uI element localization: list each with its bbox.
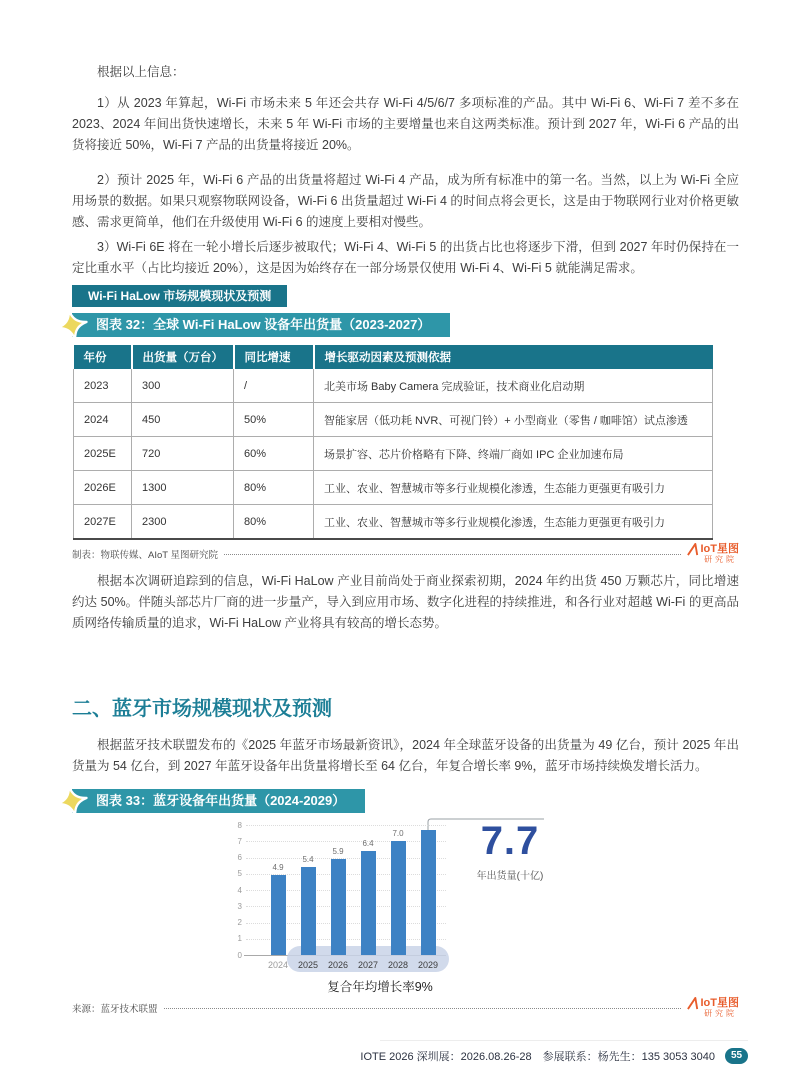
dotted-divider <box>164 1007 681 1009</box>
bar-value-label: 6.4 <box>362 839 374 848</box>
bar-value-label: 5.9 <box>332 847 344 857</box>
table-cell: 1300 <box>132 471 234 505</box>
cagr-caption: 复合年均增长率9% <box>327 980 433 994</box>
aiot-logo <box>687 997 740 1019</box>
figure-33-caption-bar <box>72 789 365 813</box>
y-axis-tick: 8 <box>237 820 242 830</box>
y-axis-tick: 0 <box>237 950 242 960</box>
table-body <box>74 369 713 539</box>
y-axis-tick: 7 <box>237 836 242 846</box>
table-cell: 工业、农业、智慧城市等多行业规模化渗透，生态能力更强更有吸引力 <box>314 471 713 505</box>
x-axis-tick: 2024 <box>267 960 289 970</box>
callout-value-label: 年出货量(十亿) <box>476 871 544 882</box>
table-cell: 50% <box>234 403 314 437</box>
page-number-badge: 55 <box>725 1048 748 1064</box>
table-cell: 2024 <box>74 403 132 437</box>
table-row <box>74 471 713 505</box>
table-cell: 450 <box>132 403 234 437</box>
bar-2024 <box>271 875 286 955</box>
logo-sub-text: 研究院 <box>704 555 737 564</box>
bluetooth-paragraph: 根据蓝牙技术联盟发布的《2025 年蓝牙市场最新资讯》，2024 年全球蓝牙设备的出货量为 49 亿台，预计 2025 年出货量为 54 亿台，到 2027 年蓝牙设备年出货量将增长至 64 亿台，年复合增长率 9%，蓝牙市场持续焕发增长活力。 <box>72 738 739 773</box>
table-row <box>74 403 713 437</box>
table-row <box>74 369 713 403</box>
halow-analysis-paragraph: 根据本次调研追踪到的信息，Wi-Fi HaLow 产业目前尚处于商业探索初期，2024 年约出货 450 万颗芯片，同比增速约达 50%。伴随头部芯片厂商的进一步量产，导入到应用市场、数字化进程的持续推进，和各行业对超越 Wi-Fi 的更高品质网络传输质量的追求，Wi-Fi HaLow 产业将具有较高的增长态势。 <box>72 574 739 630</box>
aiot-logo <box>687 543 740 565</box>
halow-forecast-table <box>73 345 713 540</box>
figure-32-caption-bar <box>72 313 450 337</box>
y-axis-tick: 3 <box>237 901 242 911</box>
bluetooth-section-heading: 二、蓝牙市场规模现状及预测 <box>72 698 332 720</box>
table-cell: / <box>234 369 314 403</box>
bluetooth-shipments-bar-chart <box>230 815 570 1000</box>
table-cell: 2025E <box>74 437 132 471</box>
bar-2027 <box>361 851 376 955</box>
table-row <box>74 505 713 540</box>
x-axis-tick: 2028 <box>387 960 409 970</box>
table-cell: 工业、农业、智慧城市等多行业规模化渗透，生态能力更强更有吸引力 <box>314 505 713 540</box>
table-header-cell: 年份 <box>74 345 132 369</box>
table-cell: 2026E <box>74 471 132 505</box>
table-cell: 80% <box>234 471 314 505</box>
paragraph-wifi-1: 1）从 2023 年算起，Wi-Fi 市场未来 5 年还会共存 Wi-Fi 4/5/6/7 多项标准的产品。其中 Wi-Fi 6、Wi-Fi 7 差不多在 2023、2024 年间出货快速增长，未来 5 年 Wi-Fi 市场的主要增量也来自这两类标准。预计到 2027 年，Wi-Fi 6 产品的出货将接近 50%，Wi-Fi 7 产品的出货量将接近 20%。 <box>72 96 739 152</box>
table-source-text: 制表：物联传媒、AIoT 星图研究院 <box>72 549 219 561</box>
table-cell: 智能家居（低功耗 NVR、可视门铃）+ 小型商业（零售 / 咖啡馆）试点渗透 <box>314 403 713 437</box>
logo-sub-text: 研究院 <box>704 1009 737 1018</box>
logo-brand-text: IoT星图 <box>700 997 739 1010</box>
table-cell: 场景扩容、芯片价格略有下降、终端厂商如 IPC 企业加速布局 <box>314 437 713 471</box>
paragraph-wifi-3: 3）Wi-Fi 6E 将在一轮小增长后逐步被取代；Wi-Fi 4、Wi-Fi 5 的出货占比也将逐步下滑，但到 2027 年时仍保持在一定比重水平（占比均接近 20%），这是因为始终存在一部分场景仅使用 Wi-Fi 4、Wi-Fi 5 就能满足需求。 <box>72 240 739 275</box>
sparkle-star-icon <box>53 782 91 820</box>
table-header-cell: 增长驱动因素及预测依据 <box>314 345 713 369</box>
table-cell: 2300 <box>132 505 234 540</box>
paragraph-wifi-2: 2）预计 2025 年，Wi-Fi 6 产品的出货量将超过 Wi-Fi 4 产品，成为所有标准中的第一名。当然，以上为 Wi-Fi 全应用场景的数据。如果只观察物联网设备，Wi-Fi 6 出货量超过 Wi-Fi 4 的时间点将会更长，这是由于物联网行业对价格更敏感、需求更简单，他们在升级使用 Wi-Fi 6 的速度上要相对慢些。 <box>72 173 739 229</box>
x-axis-tick: 2027 <box>357 960 379 970</box>
table-cell: 720 <box>132 437 234 471</box>
table-header-row <box>74 345 713 369</box>
page-footer <box>360 1040 748 1064</box>
y-axis-tick: 2 <box>237 918 242 927</box>
figure-33-caption: 图表 33：蓝牙设备年出货量（2024-2029） <box>96 793 346 808</box>
table-cell: 80% <box>234 505 314 540</box>
bar-value-label: 5.4 <box>302 855 314 865</box>
gridline <box>246 841 446 842</box>
bar-2028 <box>391 841 406 955</box>
gridline <box>246 825 446 826</box>
y-axis-tick: 4 <box>237 885 242 895</box>
dotted-divider <box>224 553 680 555</box>
y-axis-tick: 5 <box>237 869 242 879</box>
table-cell: 2027E <box>74 505 132 540</box>
table-header-cell: 同比增速 <box>234 345 314 369</box>
gridline <box>246 858 446 859</box>
footer-text: IOTE 2026 深圳展：2026.08.26-28 参展联系：杨先生：135 3053 3040 <box>360 1051 715 1063</box>
halow-section-tag: Wi-Fi HaLow 市场规模现状及预测 <box>72 285 287 307</box>
bar-2025 <box>301 867 316 955</box>
logo-brand-text: IoT星图 <box>700 543 739 556</box>
logo-a-icon <box>687 543 700 556</box>
sparkle-star-icon <box>53 306 91 344</box>
bar-value-label: 7.0 <box>392 829 404 839</box>
table-header-row <box>74 345 713 369</box>
intro-text: 根据以上信息： <box>97 65 185 79</box>
x-axis-tick: 2025 <box>297 960 319 970</box>
y-axis-tick: 6 <box>237 853 242 862</box>
table-source-row <box>72 543 739 565</box>
table-cell: 2023 <box>74 369 132 403</box>
table-cell: 60% <box>234 437 314 471</box>
table-cell: 300 <box>132 369 234 403</box>
table-cell: 北美市场 Baby Camera 完成验证，技术商业化启动期 <box>314 369 713 403</box>
bar-value-label: 4.9 <box>272 863 284 873</box>
x-axis-tick: 2026 <box>327 960 349 970</box>
table-row <box>74 437 713 471</box>
chart-source-text: 来源：蓝牙技术联盟 <box>72 1003 158 1015</box>
figure-32-caption: 图表 32：全球 Wi-Fi HaLow 设备年出货量（2023-2027） <box>96 317 431 332</box>
bar-2026 <box>331 859 346 955</box>
x-axis-tick: 2029 <box>417 960 439 970</box>
chart-source-row <box>72 997 739 1019</box>
bar-2029 <box>421 830 436 955</box>
table-header-cell: 出货量（万台） <box>132 345 234 369</box>
logo-a-icon <box>687 997 700 1010</box>
y-axis-tick: 1 <box>237 934 242 944</box>
callout-value: 7.7 <box>480 819 540 863</box>
